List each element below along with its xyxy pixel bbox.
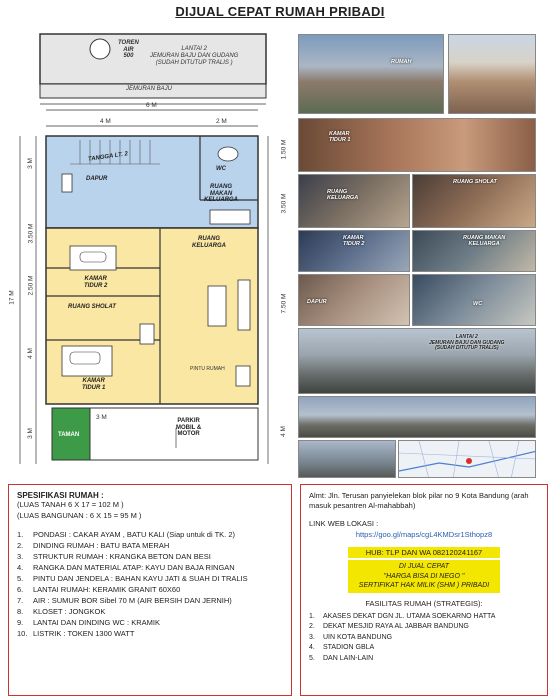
fasilitas-item [309, 643, 539, 654]
spec-text: RANGKA DAN MATERIAL ATAP: KAYU DAN BAJA RINGAN [33, 563, 235, 572]
spec-heading: SPESIFIKASI RUMAH : [17, 491, 104, 500]
spec-item [17, 573, 283, 584]
fasilitas-number: 5. [309, 654, 315, 662]
fasilitas-number: 2. [309, 623, 315, 630]
width-total: 6 M [146, 102, 157, 109]
spec-number: 4. [17, 563, 24, 572]
spec-box [8, 484, 292, 696]
photo-makan-caption: RUANG MAKAN KELUARGA [463, 235, 506, 248]
location-link[interactable]: https://goo.gl/maps/cgL4KMDsr1Sthopz8 [355, 530, 493, 539]
photo-dapur-caption: DAPUR [307, 299, 327, 305]
spec-text: LISTRIK : TOKEN 1300 WATT [33, 629, 135, 638]
photo-wc-caption: WC [473, 301, 483, 307]
room-dapur: DAPUR [86, 176, 108, 182]
total-height: 17 M [8, 290, 16, 305]
width-left: 4 M [100, 118, 111, 125]
room-keluarga: RUANG KELUARGA [192, 236, 226, 249]
photo-rumah-caption: RUMAH [391, 59, 412, 65]
photo-map [398, 440, 536, 478]
spec-item [17, 606, 283, 617]
photo-makan [412, 230, 536, 272]
photo-lantai2-caption: LANTAI 2 JEMURAN BAJU DAN GUDANG (SUDAH DITUTUP TRALIS) [429, 334, 505, 351]
fasilitas-text: UIN KOTA BANDUNG [323, 633, 393, 641]
photo-rumah [298, 34, 444, 114]
left-dim-1: 3 M [26, 158, 34, 169]
lantai2-label: LANTAI 2 JEMURAN BAJU DAN GUDANG (SUDAH DITUTUP TRALIS ) [150, 46, 239, 66]
spec-item [17, 562, 283, 573]
spec-item [17, 595, 283, 606]
width-right: 2 M [216, 118, 227, 125]
fasilitas-item [309, 654, 539, 665]
room-makan: RUANG MAKAN KELUARGA [204, 184, 238, 204]
spec-number: 6. [17, 585, 24, 594]
photo-keluarga-caption: RUANG KELUARGA [327, 189, 359, 202]
right-dim-4: 4 M [279, 426, 287, 437]
fasilitas-text: DAN LAIN-LAIN [323, 654, 374, 662]
spec-number: 1. [17, 530, 24, 539]
fasilitas-number: 3. [309, 633, 315, 641]
photo-kamar2-caption: KAMAR TIDUR 2 [343, 235, 365, 248]
room-tangga: TANGGA LT. 2 [87, 151, 129, 163]
room-sholat: RUANG SHOLAT [68, 304, 116, 310]
spec-item [17, 540, 283, 551]
right-dim-2: 3.50 M [280, 193, 288, 214]
spec-item [17, 628, 283, 639]
page-title: DIJUAL CEPAT RUMAH PRIBADI [175, 4, 385, 19]
photo-wc [412, 274, 536, 326]
floor-plan-drawing [0, 24, 292, 480]
map-thumbnail [399, 441, 536, 478]
spec-text: PONDASI : CAKAR AYAM , BATU KALI (Siap untuk di TK. 2) [33, 530, 236, 539]
photo-dapur [298, 274, 410, 326]
spec-text: STRUKTUR RUMAH : KRANGKA BETON DAN BESI [33, 552, 211, 561]
fasilitas-item [309, 612, 539, 623]
fasilitas-heading: FASILITAS RUMAH (STRATEGIS): [365, 598, 483, 608]
spec-text: LANTAI RUMAH: KERAMIK GRANIT 60X60 [33, 585, 181, 594]
spec-text: AIR : SUMUR BOR Sibel 70 M (AIR BERSIH DAN JERNIH) [33, 596, 232, 605]
web-label: LINK WEB LOKASI : [309, 519, 379, 528]
left-dim-3: 2.50 M [27, 275, 35, 296]
spec-tanah: (LUAS TANAH 6 X 17 = 102 M ) [17, 500, 124, 509]
photo-area [298, 440, 396, 478]
spec-item [17, 551, 283, 562]
left-dim-4: 4 M [26, 348, 34, 359]
room-kamar1: KAMAR TIDUR 1 [82, 378, 106, 391]
photo-keluarga [298, 174, 410, 228]
fasilitas-text: STADION GBLA [323, 644, 375, 651]
spec-item [17, 617, 283, 628]
right-dim-3: 7.50 M [280, 293, 288, 314]
photo-kamar1 [298, 118, 536, 172]
spec-item [17, 529, 283, 540]
promo-line-3: SERTIFIKAT HAK MILIK (SHM ) PRIBADI [358, 582, 490, 589]
photo-rumah-2 [448, 34, 536, 114]
contact-highlight: HUB: TLP DAN WA 082120241167 [348, 547, 500, 558]
fasilitas-number: 4. [309, 644, 315, 651]
fasilitas-list [309, 612, 539, 665]
promo-line-2: "HARGA BISA DI NEGO " [383, 572, 465, 580]
spec-text: DINDING RUMAH : BATU BATA MERAH [33, 541, 170, 550]
spec-number: 9. [17, 618, 24, 627]
spec-list [17, 529, 283, 639]
photo-street [298, 396, 536, 438]
room-taman: TAMAN [58, 432, 80, 438]
room-wc: WC [216, 166, 226, 172]
fasilitas-item [309, 633, 539, 644]
jemuran-label: JEMURAN BAJU [126, 86, 173, 92]
info-box [300, 484, 548, 696]
spec-number: 5. [17, 574, 24, 583]
spec-number: 10. [17, 629, 28, 638]
left-dim-5: 3 M [26, 428, 34, 439]
photo-lantai2 [298, 328, 536, 394]
pintu-label: PINTU RUMAH [190, 366, 225, 372]
spec-number: 3. [17, 552, 24, 561]
photo-kamar1-caption: KAMAR TIDUR 1 [329, 131, 351, 144]
spec-number: 7. [17, 596, 24, 605]
floor-plan [0, 24, 292, 480]
spec-text: PINTU DAN JENDELA : BAHAN KAYU JATI & SUAH DI TRALIS [33, 574, 248, 583]
room-parkir: PARKIR MOBIL & MOTOR [176, 418, 202, 438]
right-dim-1: 1.50 M [280, 139, 288, 160]
fasilitas-number: 1. [309, 612, 315, 620]
address: Almt: Jln. Terusan panyielekan blok pilar no 9 Kota Bandung (arah masuk pesantren Al-mahabbah) [309, 491, 529, 510]
fasilitas-text: DEKAT MESJID RAYA AL JABBAR BANDUNG [323, 623, 469, 630]
photo-collage [298, 34, 536, 478]
spec-item [17, 584, 283, 595]
promo-highlight [348, 560, 500, 593]
spec-text: KLOSET : JONGKOK [33, 607, 106, 616]
room-kamar2: KAMAR TIDUR 2 [84, 276, 108, 289]
fasilitas-text: AKASES DEKAT DGN JL. UTAMA SOEKARNO HATTA [323, 612, 496, 620]
spec-bangunan: (LUAS BANGUNAN : 6 X 15 = 95 M ) [17, 510, 142, 520]
photo-sholat [412, 174, 536, 228]
spec-number: 2. [17, 541, 24, 550]
promo-line-1: DI JUAL CEPAT [398, 563, 450, 570]
photo-sholat-caption: RUANG SHOLAT [453, 179, 497, 185]
fasilitas-item [309, 622, 539, 633]
spec-number: 8. [17, 607, 24, 616]
photo-kamar2 [298, 230, 410, 272]
left-dim-2: 3.50 M [27, 223, 35, 244]
spec-text: LANTAI DAN DINDING WC : KRAMIK [33, 618, 160, 627]
parkir-width: 3 M [96, 414, 107, 421]
toren-label: TOREN AIR 500 [118, 40, 139, 60]
